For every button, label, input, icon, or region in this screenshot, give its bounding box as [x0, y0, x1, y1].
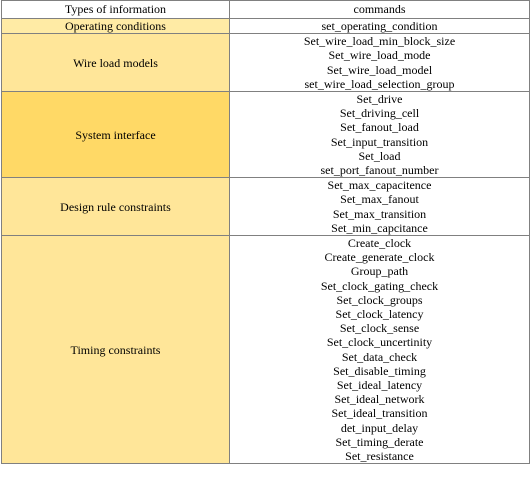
- category-cell: Wire load models: [2, 34, 230, 92]
- table-row: [2, 178, 530, 236]
- command-item: Create_clock: [347, 236, 412, 251]
- table-row: [2, 34, 530, 92]
- commands-cell: [230, 92, 530, 178]
- command-item: Set_timing_derate: [335, 434, 424, 449]
- command-item: Set_fanout_load: [340, 120, 419, 135]
- command-item: Set_load: [358, 148, 401, 163]
- command-item: set_wire_load_selection_group: [304, 76, 455, 91]
- command-item: Set_clock_gating_check: [320, 278, 439, 293]
- header-types-of-information: Types of information: [2, 1, 230, 19]
- command-item: Set_clock_uncertinity: [326, 335, 433, 350]
- commands-cell: [230, 19, 530, 34]
- command-item: Set_max_fanout: [340, 192, 419, 207]
- table-row: [2, 236, 530, 464]
- command-item: Set_clock_sense: [339, 321, 420, 336]
- command-item: Set_wire_load_mode: [328, 48, 431, 63]
- command-item: Set_max_capacitence: [327, 178, 432, 193]
- command-item: Set_driving_cell: [339, 106, 420, 121]
- command-item: Set_input_transition: [330, 134, 429, 149]
- header-commands: commands: [230, 1, 530, 19]
- command-item: det_input_delay: [340, 420, 419, 435]
- command-item: Group_path: [350, 264, 409, 279]
- command-item: Set_resistance: [345, 449, 414, 464]
- command-item: set_port_fanout_number: [320, 163, 439, 178]
- table-body: [2, 19, 530, 464]
- commands-cell: [230, 178, 530, 236]
- category-cell: Timing constraints: [2, 236, 230, 464]
- header-row: [2, 1, 530, 19]
- table-row: [2, 19, 530, 34]
- command-item: Set_drive: [356, 92, 403, 107]
- commands-cell: [230, 34, 530, 92]
- commands-cell: [230, 236, 530, 464]
- command-item: Set_wire_load_min_block_size: [303, 34, 456, 49]
- category-cell: Operating conditions: [2, 19, 230, 34]
- command-item: Set_ideal_latency: [336, 378, 423, 393]
- command-item: Set_clock_groups: [336, 292, 423, 307]
- command-item: Set_min_capcitance: [331, 220, 428, 235]
- command-item: Set_data_check: [341, 349, 418, 364]
- command-item: Set_max_transition: [332, 206, 427, 221]
- commands-table: [1, 0, 530, 464]
- category-cell: System interface: [2, 92, 230, 178]
- category-cell: Design rule constraints: [2, 178, 230, 236]
- command-item: Set_ideal_network: [334, 392, 425, 407]
- command-item: Set_disable_timing: [333, 363, 426, 378]
- command-item: Set_wire_load_model: [326, 62, 433, 77]
- command-item: Create_generate_clock: [324, 250, 435, 265]
- command-item: Set_ideal_transition: [331, 406, 428, 421]
- command-item: Set_clock_latency: [335, 307, 424, 322]
- table-row: [2, 92, 530, 178]
- command-item: set_operating_condition: [321, 19, 438, 33]
